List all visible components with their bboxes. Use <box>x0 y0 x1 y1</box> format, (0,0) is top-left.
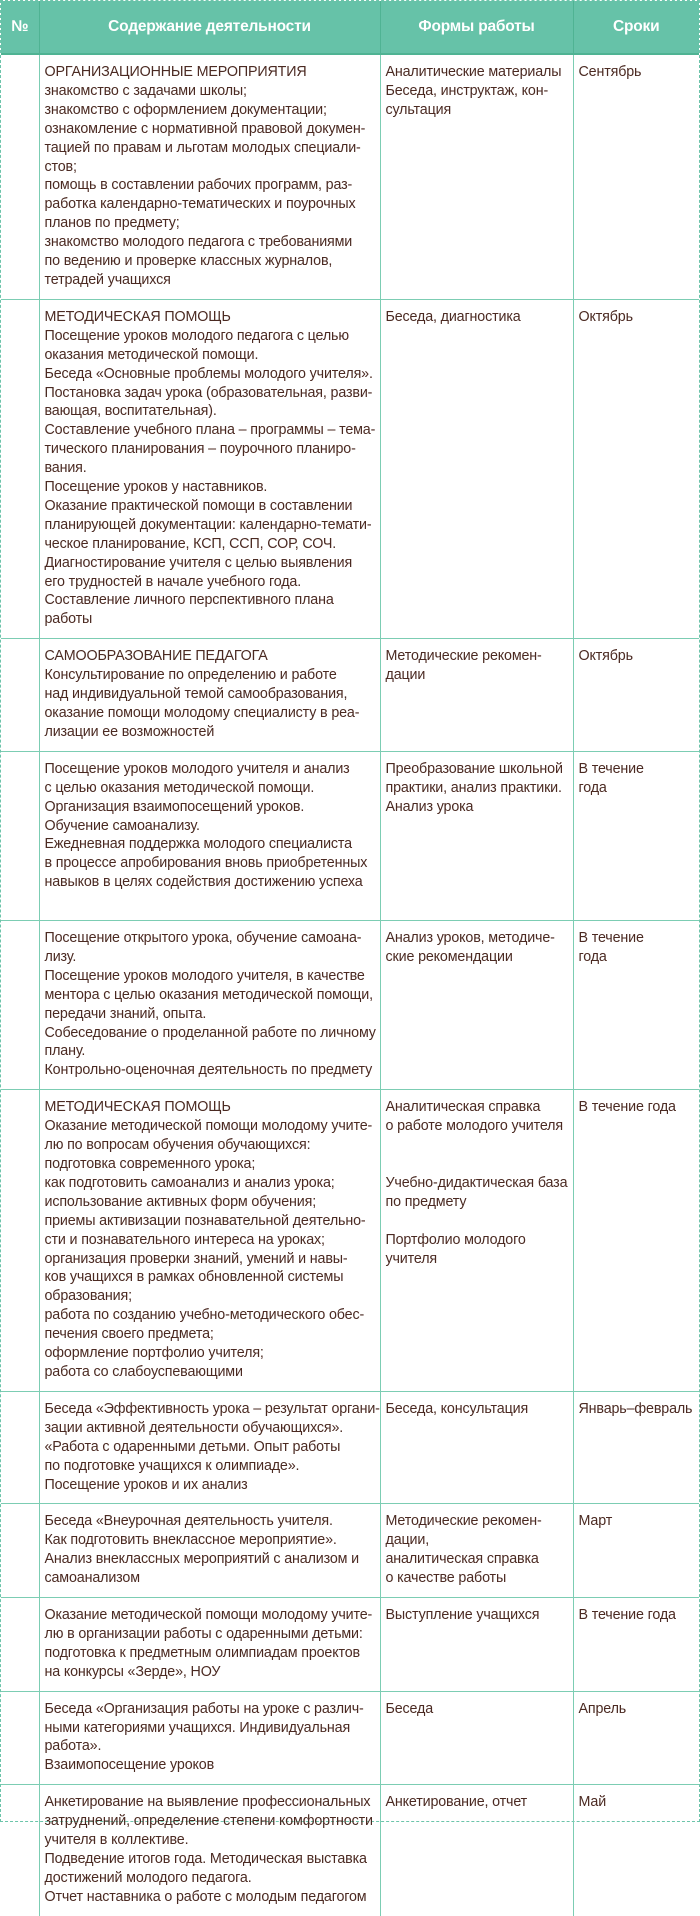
row-number-cell <box>1 1691 39 1785</box>
activity-content-cell-line: использование активных форм обучения; <box>44 1193 317 1210</box>
activity-content-cell-line: по подготовке учащихся к олимпиаде». <box>44 1457 300 1474</box>
terms-cell <box>573 751 699 920</box>
activity-content-cell-line: знакомство с задачами школы; <box>44 82 247 99</box>
activity-content-cell-line: знакомство молодого педагога с требованиями <box>44 234 353 251</box>
activity-content-cell-line: самоанализом <box>44 1570 140 1587</box>
activity-content-cell-line: Диагностирование учителя с целью выявления <box>44 554 353 571</box>
blank-line <box>386 1155 567 1174</box>
terms-cell-line: В течение <box>578 930 644 947</box>
activity-content-cell-line: с целью оказания методической помощи. <box>44 779 315 796</box>
activity-content-cell-line: работа по созданию учебно-методического обес- <box>44 1307 365 1324</box>
table-body <box>1 54 699 1916</box>
table-row <box>1 639 699 752</box>
blank-line <box>386 1212 567 1231</box>
terms-cell-line: Январь–февраль <box>578 1400 693 1417</box>
activity-content-cell-line: Посещение уроков молодого учителя, в качестве <box>44 967 365 984</box>
activity-content-cell-line: ков учащихся в рамках обновленной системы <box>44 1269 344 1286</box>
work-forms-cell-line: Методические рекомен- <box>385 648 542 665</box>
table-row <box>1 1785 699 1916</box>
work-forms-cell <box>380 54 573 299</box>
activity-content-cell-line: в процессе апробирования вновь приобретенных <box>44 855 368 872</box>
terms-cell <box>573 1090 699 1392</box>
activity-content-cell-line: вающая, воспитательная). <box>44 403 217 420</box>
activity-content-cell-line: МЕТОДИЧЕСКАЯ ПОМОЩЬ <box>44 1099 231 1116</box>
activity-content-cell-line: над индивидуальной темой самообразования, <box>44 686 348 703</box>
terms-cell <box>573 1504 699 1598</box>
activity-content-cell-line: ментора с целью оказания методической помощи, <box>44 986 373 1003</box>
activity-content-cell-line: достижений молодого педагога. <box>44 1869 252 1886</box>
table-row <box>1 299 699 638</box>
activity-content-cell <box>39 1785 380 1916</box>
activity-content-cell <box>39 1504 380 1598</box>
activity-content-cell-line: Составление учебного плана – программы – тема- <box>44 422 376 439</box>
activity-content-cell-line: образования; <box>44 1288 132 1305</box>
activity-content-cell-line: «Работа с одаренными детьми. Опыт работы <box>44 1438 341 1455</box>
activity-content-cell-line: сти и познавательного интереса на уроках; <box>44 1231 325 1248</box>
table-row <box>1 54 699 299</box>
activity-content-cell-line: Посещение открытого урока, обучение самоана- <box>44 930 362 947</box>
work-forms-cell <box>380 1691 573 1785</box>
row-number-cell <box>1 1598 39 1692</box>
work-forms-cell-line: дации, <box>385 1532 430 1549</box>
terms-cell <box>573 1391 699 1504</box>
activity-content-cell <box>39 921 380 1090</box>
activity-content-cell-line: лизу. <box>44 948 77 965</box>
activity-content-cell-line: Беседа «Эффективность урока – результат органи- <box>44 1400 380 1417</box>
activity-content-cell-line: тического планирования – поурочного планиро- <box>44 441 356 458</box>
work-forms-cell-line: Портфолио молодого <box>385 1231 526 1248</box>
row-number-cell <box>1 1391 39 1504</box>
work-forms-cell-line: Выступление учащихся <box>385 1607 540 1624</box>
activity-content-cell-line: ОРГАНИЗАЦИОННЫЕ МЕРОПРИЯТИЯ <box>44 64 307 80</box>
table-row <box>1 1090 699 1392</box>
work-forms-cell <box>380 921 573 1090</box>
activity-content-cell-line: планирующей документации: календарно-темати- <box>44 516 372 533</box>
activity-content-cell-line: стов; <box>44 158 77 175</box>
activity-content-cell-line: подготовка к предметным олимпиадам проектов <box>44 1644 360 1661</box>
work-forms-cell-line: Преобразование школьной <box>385 760 563 777</box>
work-forms-cell <box>380 1785 573 1916</box>
activity-content-cell-line: Подведение итогов года. Методическая выставка <box>44 1851 367 1868</box>
activity-content-cell-line: по ведению и проверке классных журналов, <box>44 253 333 270</box>
activity-content-cell-line: Постановка задач урока (образовательная, разви- <box>44 384 373 401</box>
work-forms-cell <box>380 1598 573 1692</box>
terms-cell-line: В течение года <box>578 1099 676 1116</box>
activity-content-cell <box>39 1598 380 1692</box>
work-forms-cell <box>380 299 573 638</box>
terms-cell-line: Март <box>578 1513 613 1530</box>
activity-content-cell-line: Анализ внеклассных мероприятий с анализом и <box>44 1551 360 1568</box>
activity-content-cell-line: организация проверки знаний, умений и навы- <box>44 1250 348 1267</box>
activity-content-cell-line: оформление портфолио учителя; <box>44 1345 264 1362</box>
activity-content-cell-line: ными категориями учащихся. Индивидуальная <box>44 1719 351 1736</box>
blank-line <box>386 1136 567 1155</box>
work-forms-cell-line: дации <box>385 667 426 684</box>
terms-cell <box>573 1598 699 1692</box>
activity-content-cell-line: как подготовить самоанализ и анализ урока; <box>44 1174 335 1191</box>
terms-cell <box>573 54 699 299</box>
activity-content-cell-line: помощь в составлении рабочих программ, раз- <box>44 177 353 194</box>
terms-cell-line: Октябрь <box>578 308 633 325</box>
activity-content-cell-line: Беседа «Организация работы на уроке с различ- <box>44 1700 364 1717</box>
work-forms-cell <box>380 751 573 920</box>
activity-content-cell-line: Как подготовить внеклассное мероприятие». <box>44 1532 337 1549</box>
row-number-cell <box>1 1090 39 1392</box>
activity-content-cell-line: Собеседование о проделанной работе по личному <box>44 1024 376 1041</box>
work-forms-cell <box>380 639 573 752</box>
work-forms-cell-line: Аналитическая справка <box>385 1099 541 1116</box>
activity-content-cell-line: оказания методической помощи. <box>44 346 259 363</box>
terms-cell-line: Май <box>578 1794 607 1811</box>
terms-cell <box>573 299 699 638</box>
row-number-cell <box>1 299 39 638</box>
row-number-cell <box>1 921 39 1090</box>
activity-content-cell-line: Посещение уроков у наставников. <box>44 479 268 496</box>
activity-content-cell <box>39 1391 380 1504</box>
activity-content-cell-line: Анкетирование на выявление профессиональных <box>44 1794 371 1811</box>
activity-content-cell-line: на конкурсы «Зерде», НОУ <box>44 1663 221 1680</box>
activity-content-cell-line: работа». <box>44 1738 102 1755</box>
activity-content-cell-line: вания. <box>44 460 87 477</box>
activity-content-cell-line: оказание помощи молодому специалисту в реа- <box>44 705 360 721</box>
activity-content-cell-line: учителя в коллективе. <box>44 1832 189 1849</box>
table-header <box>1 1 699 54</box>
activity-content-cell-line: САМООБРАЗОВАНИЕ ПЕДАГОГА <box>44 648 268 665</box>
activity-content-cell <box>39 1090 380 1392</box>
work-forms-cell-line: сультация <box>385 101 452 118</box>
terms-cell-line: Сентябрь <box>578 64 642 80</box>
activity-content-cell-line: Консультирование по определению и работе <box>44 667 337 684</box>
activity-content-cell-line: Составление личного перспективного плана <box>44 592 334 609</box>
work-forms-cell <box>380 1090 573 1392</box>
work-forms-cell-line: о работе молодого учителя <box>385 1118 563 1135</box>
activity-content-cell-line: Взаимопосещение уроков <box>44 1757 215 1774</box>
activity-content-cell-line: передачи знаний, опыта. <box>44 1005 207 1022</box>
terms-cell <box>573 1691 699 1785</box>
work-forms-cell-line: Беседа, инструктаж, кон- <box>385 82 549 99</box>
activity-content-cell-line: Ежедневная поддержка молодого специалиста <box>44 836 352 853</box>
activity-content-cell-line: его трудностей в начале учебного года. <box>44 573 302 590</box>
activity-content-cell-line: Посещение уроков молодого учителя и анализ <box>44 760 350 777</box>
activity-content-cell-line: работка календарно-тематических и поурочных <box>44 196 356 213</box>
activity-content-cell-line: Оказание практической помощи в составлении <box>44 497 353 514</box>
work-forms-cell-line: Беседа <box>385 1700 434 1717</box>
row-number-cell <box>1 54 39 299</box>
activity-content-cell-line: навыков в целях содействия достижению успеха <box>44 874 363 891</box>
terms-cell <box>573 639 699 752</box>
terms-cell-line: В течение года <box>578 1607 676 1624</box>
table-row <box>1 1598 699 1692</box>
activity-content-cell <box>39 639 380 752</box>
activity-content-cell-line: лю в организации работы с одаренными детьми: <box>44 1625 363 1642</box>
terms-cell <box>573 1785 699 1916</box>
work-forms-cell-line: о качестве работы <box>385 1570 507 1587</box>
work-forms-cell-line: Анализ урока <box>385 798 474 815</box>
work-forms-cell-line: практики, анализ практики. <box>385 779 562 796</box>
row-number-cell <box>1 639 39 752</box>
activity-content-cell <box>39 751 380 920</box>
activity-content-cell <box>39 54 380 299</box>
work-forms-cell-line: Учебно-дидактическая база <box>385 1174 568 1191</box>
work-forms-cell-line: учителя <box>385 1250 437 1267</box>
work-forms-cell <box>380 1391 573 1504</box>
row-number-cell <box>1 751 39 920</box>
work-forms-cell-line: Беседа, диагностика <box>385 308 521 325</box>
header-terms: Сроки <box>573 1 699 54</box>
activity-content-cell-line: Беседа «Внеурочная деятельность учителя. <box>44 1513 333 1530</box>
work-forms-cell-line: Аналитические материалы <box>385 64 562 80</box>
activity-content-cell-line: затруднений, определение степени комфортности <box>44 1813 373 1830</box>
table-row <box>1 921 699 1090</box>
activity-content-cell-line: плану. <box>44 1043 86 1060</box>
table-row <box>1 1691 699 1785</box>
activity-content-cell-line: печения своего предмета; <box>44 1326 214 1343</box>
activity-content-cell-line: тацией по правам и льготам молодых специали- <box>44 139 361 156</box>
work-forms-cell-line: Методические рекомен- <box>385 1513 542 1530</box>
work-forms-cell-line: аналитическая справка <box>385 1551 539 1568</box>
terms-cell-line: Апрель <box>578 1700 627 1717</box>
activity-content-cell-line: знакомство с оформлением документации; <box>44 101 327 118</box>
terms-cell-line: В течение <box>578 760 644 777</box>
row-number-cell <box>1 1785 39 1916</box>
table-row <box>1 751 699 920</box>
header-row <box>1 1 699 54</box>
terms-cell-line: года <box>578 779 607 796</box>
activity-content-cell-line: планов по предмету; <box>44 215 180 232</box>
work-forms-cell-line: Анкетирование, отчет <box>385 1794 528 1811</box>
header-number: № <box>1 1 39 54</box>
table-row <box>1 1504 699 1598</box>
activity-content-cell <box>39 299 380 638</box>
activity-content-cell-line: подготовка современного урока; <box>44 1156 256 1173</box>
mentoring-plan-table <box>1 1 699 1916</box>
activity-content-cell-line: лизации ее возможностей <box>44 723 215 740</box>
activity-content-cell-line: Посещение уроков молодого педагога с целью <box>44 327 349 344</box>
activity-content-cell-line: Посещение уроков и их анализ <box>44 1476 248 1493</box>
work-forms-cell-line: по предмету <box>385 1193 467 1210</box>
row-number-cell <box>1 1504 39 1598</box>
work-forms-cell-line: ские рекомендации <box>385 948 513 965</box>
activity-content-cell-line: Организация взаимопосещений уроков. <box>44 798 305 815</box>
activity-content-cell-line: Контрольно-оценочная деятельность по предмету <box>44 1062 373 1079</box>
activity-content-cell-line: Беседа «Основные проблемы молодого учителя». <box>44 365 373 382</box>
activity-content-cell-line: тетрадей учащихся <box>44 271 171 288</box>
header-activity-content: Содержание деятельности <box>39 1 380 54</box>
work-forms-cell <box>380 1504 573 1598</box>
activity-content-cell-line: МЕТОДИЧЕСКАЯ ПОМОЩЬ <box>44 308 231 325</box>
work-forms-cell-line: Беседа, консультация <box>385 1400 529 1417</box>
table-row <box>1 1391 699 1504</box>
work-forms-cell-line: Анализ уроков, методиче- <box>385 930 555 947</box>
activity-content-cell-line: работы <box>44 611 93 628</box>
activity-content-cell-line: Оказание методической помощи молодому учите- <box>44 1118 373 1135</box>
activity-content-cell-line: лю по вопросам обучения обучающихся: <box>44 1137 311 1154</box>
activity-content-cell-line: Оказание методической помощи молодому учите- <box>44 1607 373 1624</box>
activity-content-cell-line: ческое планирование, КСП, ССП, СОР, СОЧ. <box>44 535 337 552</box>
activity-content-cell-line: зации активной деятельности обучающихся». <box>44 1419 344 1436</box>
activity-content-cell-line: ознакомление с нормативной правовой докумен- <box>44 120 366 137</box>
activity-content-cell-line: Отчет наставника о работе с молодым педагогом <box>44 1888 367 1905</box>
terms-cell <box>573 921 699 1090</box>
terms-cell-line: Октябрь <box>578 648 633 665</box>
blank-line <box>45 892 374 911</box>
header-work-forms: Формы работы <box>380 1 573 54</box>
terms-cell-line: года <box>578 948 607 965</box>
activity-content-cell <box>39 1691 380 1785</box>
activity-content-cell-line: Обучение самоанализу. <box>44 817 200 834</box>
activity-content-cell-line: приемы активизации познавательной деятельно- <box>44 1212 366 1229</box>
activity-content-cell-line: работа со слабоуспевающими <box>44 1363 243 1380</box>
